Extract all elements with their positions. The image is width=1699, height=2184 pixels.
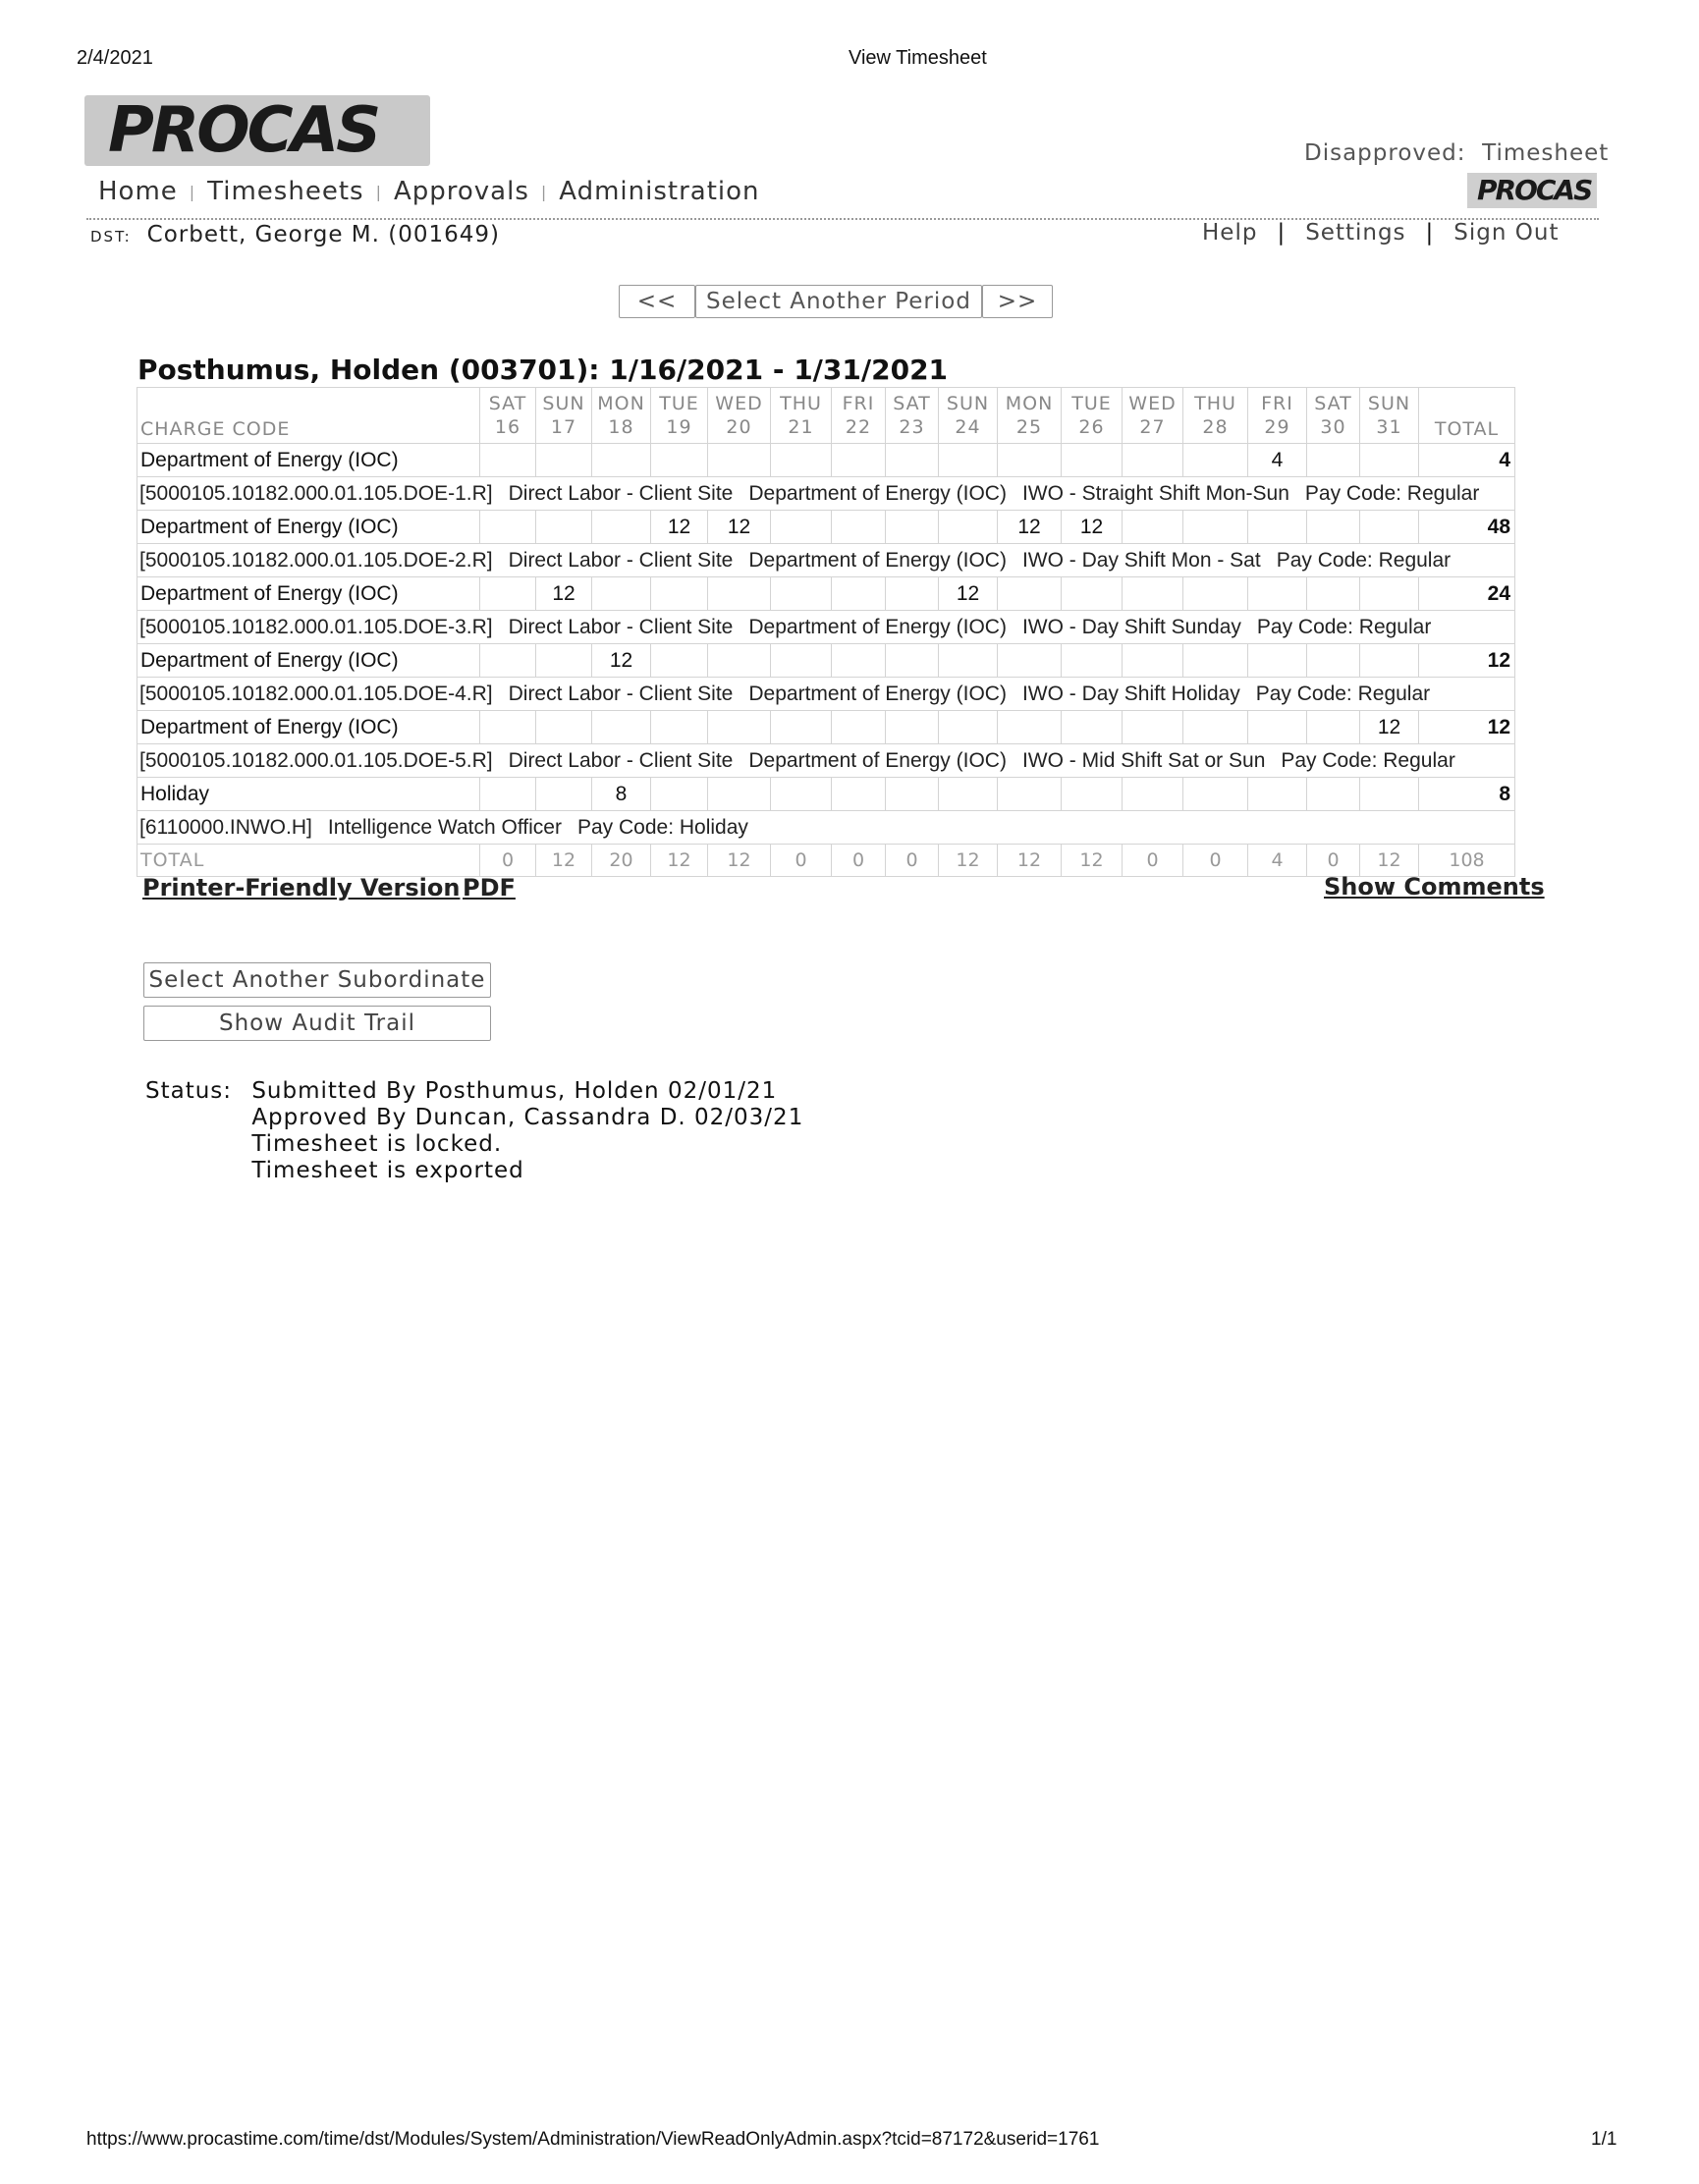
- hours-cell: [771, 711, 832, 744]
- charge-code-name: Holiday: [137, 778, 480, 811]
- printer-friendly-link[interactable]: Printer-Friendly Version: [142, 874, 461, 901]
- hours-cell: [939, 511, 998, 544]
- hours-cell: [998, 778, 1062, 811]
- charge-code-detail: [137, 477, 1515, 511]
- status-lines: [251, 1078, 803, 1184]
- row-total: 8: [1419, 778, 1515, 811]
- day-header: [480, 388, 536, 444]
- hours-cell: [832, 644, 886, 678]
- day-number: 27: [1139, 416, 1166, 438]
- detail-field: Department of Energy (IOC): [748, 615, 1007, 638]
- hours-cell: 12: [939, 577, 998, 611]
- hours-cell: [771, 444, 832, 477]
- hours-cell: [536, 711, 592, 744]
- detail-field: [5000105.10182.000.01.105.DOE-3.R]: [139, 615, 493, 638]
- day-number: 18: [608, 416, 634, 438]
- show-audit-trail-button[interactable]: Show Audit Trail: [143, 1006, 491, 1041]
- hours-cell: [480, 778, 536, 811]
- day-of-week: SAT: [488, 393, 527, 414]
- day-header: [939, 388, 998, 444]
- charge-code-detail-row: [137, 744, 1515, 778]
- disapproved-value: Timesheet: [1482, 140, 1610, 166]
- detail-field: [6110000.INWO.H]: [139, 815, 312, 839]
- hours-cell: [998, 577, 1062, 611]
- day-number: 25: [1015, 416, 1043, 438]
- day-total: 4: [1248, 845, 1307, 877]
- hours-cell: [939, 711, 998, 744]
- detail-field: IWO - Day Shift Sunday: [1021, 615, 1241, 638]
- hours-cell: [886, 444, 939, 477]
- hours-cell: [832, 711, 886, 744]
- settings-link[interactable]: Settings: [1305, 220, 1406, 246]
- day-total: 12: [1360, 845, 1419, 877]
- detail-field: Direct Labor - Client Site: [508, 682, 734, 705]
- hours-cell: [708, 444, 771, 477]
- day-total: 0: [1183, 845, 1248, 877]
- charge-code-detail-row: [137, 811, 1515, 845]
- hours-cell: [832, 511, 886, 544]
- day-of-week: TUE: [659, 393, 699, 414]
- day-header: [651, 388, 708, 444]
- pdf-link[interactable]: PDF: [463, 874, 516, 901]
- hours-cell: [708, 711, 771, 744]
- day-number: 23: [899, 416, 925, 438]
- detail-field: Pay Code: Regular: [1255, 682, 1431, 705]
- day-total: 0: [1123, 845, 1183, 877]
- charge-code-detail: [137, 678, 1515, 711]
- day-number: 29: [1264, 416, 1290, 438]
- top-links: [1202, 220, 1559, 246]
- hours-cell: [1307, 444, 1360, 477]
- nav-timesheets[interactable]: Timesheets: [207, 177, 364, 206]
- detail-field: Department of Energy (IOC): [748, 682, 1007, 705]
- day-number: 28: [1202, 416, 1229, 438]
- hours-cell: [1123, 444, 1183, 477]
- table-row: [137, 577, 1515, 611]
- hours-cell: [708, 577, 771, 611]
- detail-field: Intelligence Watch Officer: [327, 815, 562, 839]
- dst-label: DST:: [90, 228, 132, 246]
- day-total: 0: [832, 845, 886, 877]
- detail-field: Department of Energy (IOC): [748, 548, 1007, 572]
- hours-cell: [1123, 511, 1183, 544]
- day-header: [1123, 388, 1183, 444]
- charge-code-detail-row: [137, 544, 1515, 577]
- hours-cell: [998, 711, 1062, 744]
- detail-field: Direct Labor - Client Site: [508, 615, 734, 638]
- hours-cell: [1307, 711, 1360, 744]
- hours-cell: 12: [708, 511, 771, 544]
- link-separator: |: [1277, 220, 1287, 246]
- select-period-button[interactable]: Select Another Period: [695, 285, 982, 318]
- detail-field: Direct Labor - Client Site: [508, 481, 734, 505]
- day-number: 16: [494, 416, 521, 438]
- day-header: [886, 388, 939, 444]
- hours-cell: [886, 644, 939, 678]
- detail-field: IWO - Mid Shift Sat or Sun: [1021, 748, 1266, 772]
- hours-cell: 8: [592, 778, 651, 811]
- table-header: [137, 388, 1515, 444]
- hours-cell: [536, 511, 592, 544]
- dst-name: Corbett, George M. (001649): [146, 222, 501, 247]
- table-row: [137, 444, 1515, 477]
- charge-code-detail-row: [137, 611, 1515, 644]
- hours-cell: 12: [592, 644, 651, 678]
- hours-cell: [1360, 444, 1419, 477]
- show-comments-link[interactable]: Show Comments: [1324, 873, 1545, 901]
- charge-code-header: CHARGE CODE: [137, 388, 480, 444]
- day-header: [998, 388, 1062, 444]
- day-header: [536, 388, 592, 444]
- hours-cell: [1248, 511, 1307, 544]
- charge-code-name: Department of Energy (IOC): [137, 711, 480, 744]
- hours-cell: [771, 577, 832, 611]
- hours-cell: [1360, 511, 1419, 544]
- hours-cell: [1062, 711, 1123, 744]
- hours-cell: [592, 577, 651, 611]
- charge-code-detail-row: [137, 678, 1515, 711]
- hours-cell: [708, 778, 771, 811]
- hours-cell: [1360, 778, 1419, 811]
- detail-field: Pay Code: Regular: [1256, 615, 1432, 638]
- hours-cell: [771, 778, 832, 811]
- hours-cell: [480, 577, 536, 611]
- hours-cell: [536, 778, 592, 811]
- select-subordinate-button[interactable]: Select Another Subordinate: [143, 962, 491, 998]
- day-header: [708, 388, 771, 444]
- day-of-week: WED: [1128, 393, 1177, 414]
- status-label: Status:: [145, 1078, 233, 1104]
- hours-cell: [1183, 511, 1248, 544]
- detail-field: [5000105.10182.000.01.105.DOE-1.R]: [139, 481, 493, 505]
- day-total: 0: [771, 845, 832, 877]
- detail-field: [5000105.10182.000.01.105.DOE-4.R]: [139, 682, 493, 705]
- disapproved-status: [1304, 140, 1609, 166]
- print-title: View Timesheet: [849, 47, 987, 69]
- hours-cell: [1183, 778, 1248, 811]
- hours-cell: [1360, 577, 1419, 611]
- hours-cell: [480, 511, 536, 544]
- status-line: Submitted By Posthumus, Holden 02/01/21: [251, 1078, 778, 1104]
- hours-cell: [832, 577, 886, 611]
- procas-small-logo: [1467, 173, 1597, 208]
- hours-cell: [939, 644, 998, 678]
- hours-cell: [771, 511, 832, 544]
- day-number: 31: [1376, 416, 1402, 438]
- previous-period-button[interactable]: <<: [619, 285, 695, 318]
- detail-field: [5000105.10182.000.01.105.DOE-5.R]: [139, 748, 493, 772]
- day-of-week: THU: [780, 393, 822, 414]
- day-number: 17: [550, 416, 577, 438]
- hours-cell: [1307, 577, 1360, 611]
- status-line: Approved By Duncan, Cassandra D. 02/03/21: [251, 1105, 804, 1130]
- detail-field: Pay Code: Regular: [1304, 481, 1480, 505]
- day-header: [1183, 388, 1248, 444]
- signout-link[interactable]: Sign Out: [1453, 220, 1560, 246]
- day-total: 0: [886, 845, 939, 877]
- hours-cell: [1183, 711, 1248, 744]
- grand-total: 108: [1419, 845, 1515, 877]
- dst-user: [90, 222, 500, 247]
- detail-field: Pay Code: Regular: [1276, 548, 1452, 572]
- day-of-week: MON: [597, 393, 645, 414]
- charge-code-detail: [137, 544, 1515, 577]
- nav-separator: |: [375, 183, 382, 201]
- procas-logo[interactable]: [84, 95, 430, 166]
- detail-field: Direct Labor - Client Site: [508, 748, 734, 772]
- detail-field: Direct Labor - Client Site: [508, 548, 734, 572]
- day-total: 12: [536, 845, 592, 877]
- hours-cell: [1062, 778, 1123, 811]
- hours-cell: [536, 444, 592, 477]
- hours-cell: [886, 711, 939, 744]
- charge-code-detail: [137, 744, 1515, 778]
- hours-cell: 4: [1248, 444, 1307, 477]
- day-header: [832, 388, 886, 444]
- day-total: 12: [708, 845, 771, 877]
- charge-code-name: Department of Energy (IOC): [137, 577, 480, 611]
- hours-cell: [1123, 644, 1183, 678]
- hours-cell: [1360, 644, 1419, 678]
- hours-cell: [651, 778, 708, 811]
- disapproved-label: Disapproved:: [1304, 140, 1466, 166]
- row-total: 4: [1419, 444, 1515, 477]
- hours-cell: [708, 644, 771, 678]
- hours-cell: [1123, 778, 1183, 811]
- nav-separator: |: [540, 183, 548, 201]
- charge-code-detail: [137, 611, 1515, 644]
- status-line: Timesheet is locked.: [251, 1131, 503, 1157]
- hours-cell: [592, 444, 651, 477]
- hours-cell: [592, 711, 651, 744]
- hours-cell: [939, 444, 998, 477]
- link-separator: |: [1425, 220, 1435, 246]
- day-number: 24: [955, 416, 981, 438]
- hours-cell: 12: [998, 511, 1062, 544]
- hours-cell: [1248, 711, 1307, 744]
- day-of-week: SUN: [542, 393, 585, 414]
- day-number: 26: [1078, 416, 1105, 438]
- hours-cell: [998, 644, 1062, 678]
- day-of-week: THU: [1194, 393, 1236, 414]
- status-line: Timesheet is exported: [251, 1158, 524, 1183]
- hours-cell: [480, 644, 536, 678]
- detail-field: IWO - Day Shift Mon - Sat: [1021, 548, 1261, 572]
- hours-cell: [1307, 778, 1360, 811]
- day-total: 12: [1062, 845, 1123, 877]
- hours-cell: [592, 511, 651, 544]
- hours-cell: [651, 577, 708, 611]
- day-header: [1248, 388, 1307, 444]
- hours-cell: [1248, 778, 1307, 811]
- day-header: [1360, 388, 1419, 444]
- row-total: 48: [1419, 511, 1515, 544]
- hours-cell: [1062, 577, 1123, 611]
- hours-cell: [1062, 644, 1123, 678]
- day-of-week: WED: [715, 393, 763, 414]
- hours-cell: [651, 711, 708, 744]
- hours-cell: [1307, 511, 1360, 544]
- day-total: 12: [939, 845, 998, 877]
- detail-field: IWO - Day Shift Holiday: [1021, 682, 1240, 705]
- day-total: 12: [998, 845, 1062, 877]
- charge-code-detail-row: [137, 477, 1515, 511]
- day-header: [1062, 388, 1123, 444]
- print-page-number: 1/1: [1591, 2129, 1617, 2150]
- nav-administration[interactable]: Administration: [559, 177, 760, 206]
- hours-cell: [1248, 644, 1307, 678]
- day-number: 19: [666, 416, 692, 438]
- detail-field: [5000105.10182.000.01.105.DOE-2.R]: [139, 548, 493, 572]
- hours-cell: [886, 511, 939, 544]
- day-number: 22: [845, 416, 872, 438]
- day-of-week: FRI: [1261, 393, 1293, 414]
- timesheet-table: [137, 387, 1515, 877]
- hours-cell: 12: [536, 577, 592, 611]
- detail-field: IWO - Straight Shift Mon-Sun: [1021, 481, 1289, 505]
- hours-cell: 12: [1360, 711, 1419, 744]
- period-selector: [619, 285, 1053, 318]
- nav-separator: |: [189, 183, 196, 201]
- hours-cell: [536, 644, 592, 678]
- nav-home[interactable]: Home: [98, 177, 178, 206]
- day-of-week: SUN: [1367, 393, 1411, 414]
- day-of-week: MON: [1005, 393, 1054, 414]
- detail-field: Pay Code: Regular: [1281, 748, 1455, 772]
- row-total: 12: [1419, 644, 1515, 678]
- print-url: https://www.procastime.com/time/dst/Modules/System/Administration/ViewReadOnlyAdmin.aspx?tcid=87172&userid=1761: [86, 2129, 1100, 2150]
- totals-row: [137, 845, 1515, 877]
- hours-cell: [480, 711, 536, 744]
- charge-code-name: Department of Energy (IOC): [137, 644, 480, 678]
- day-header: [771, 388, 832, 444]
- day-header: [592, 388, 651, 444]
- day-number: 21: [788, 416, 814, 438]
- totals-label: TOTAL: [137, 845, 480, 877]
- row-total: 24: [1419, 577, 1515, 611]
- charge-code-name: Department of Energy (IOC): [137, 444, 480, 477]
- hours-cell: [1123, 577, 1183, 611]
- hours-cell: [998, 444, 1062, 477]
- hours-cell: 12: [1062, 511, 1123, 544]
- hours-cell: [1248, 577, 1307, 611]
- logo-text: PROCAS: [108, 94, 379, 167]
- hours-cell: [1062, 444, 1123, 477]
- hours-cell: [771, 644, 832, 678]
- detail-field: Pay Code: Holiday: [576, 815, 748, 839]
- hours-cell: [651, 644, 708, 678]
- total-header: TOTAL: [1419, 388, 1515, 444]
- day-number: 20: [726, 416, 752, 438]
- hours-cell: [1123, 711, 1183, 744]
- timesheet-title: Posthumus, Holden (003701): 1/16/2021 - 1/31/2021: [137, 354, 949, 386]
- day-of-week: SUN: [946, 393, 990, 414]
- hours-cell: [886, 778, 939, 811]
- table-row: [137, 711, 1515, 744]
- day-of-week: FRI: [842, 393, 875, 414]
- row-total: 12: [1419, 711, 1515, 744]
- charge-code-detail: [137, 811, 1515, 845]
- day-total: 0: [480, 845, 536, 877]
- print-date: 2/4/2021: [77, 47, 153, 69]
- day-of-week: TUE: [1071, 393, 1112, 414]
- day-of-week: SAT: [893, 393, 931, 414]
- help-link[interactable]: Help: [1202, 220, 1258, 246]
- day-total: 12: [651, 845, 708, 877]
- day-of-week: SAT: [1314, 393, 1352, 414]
- hours-cell: [1307, 644, 1360, 678]
- table-row: [137, 511, 1515, 544]
- small-logo-text: PROCAS: [1477, 174, 1592, 206]
- hours-cell: [886, 577, 939, 611]
- table-row: [137, 644, 1515, 678]
- main-nav: [98, 177, 760, 206]
- table-row: [137, 778, 1515, 811]
- day-total: 20: [592, 845, 651, 877]
- hours-cell: [832, 778, 886, 811]
- hours-cell: [651, 444, 708, 477]
- status-block: [145, 1078, 803, 1184]
- hours-cell: [939, 778, 998, 811]
- day-total: 0: [1307, 845, 1360, 877]
- detail-field: Department of Energy (IOC): [748, 481, 1007, 505]
- day-number: 30: [1320, 416, 1346, 438]
- nav-approvals[interactable]: Approvals: [393, 177, 529, 206]
- detail-field: Department of Energy (IOC): [748, 748, 1007, 772]
- hours-cell: 12: [651, 511, 708, 544]
- hours-cell: [1183, 644, 1248, 678]
- charge-code-name: Department of Energy (IOC): [137, 511, 480, 544]
- day-header: [1307, 388, 1360, 444]
- hours-cell: [832, 444, 886, 477]
- next-period-button[interactable]: >>: [982, 285, 1053, 318]
- hours-cell: [1183, 444, 1248, 477]
- hours-cell: [1183, 577, 1248, 611]
- hours-cell: [480, 444, 536, 477]
